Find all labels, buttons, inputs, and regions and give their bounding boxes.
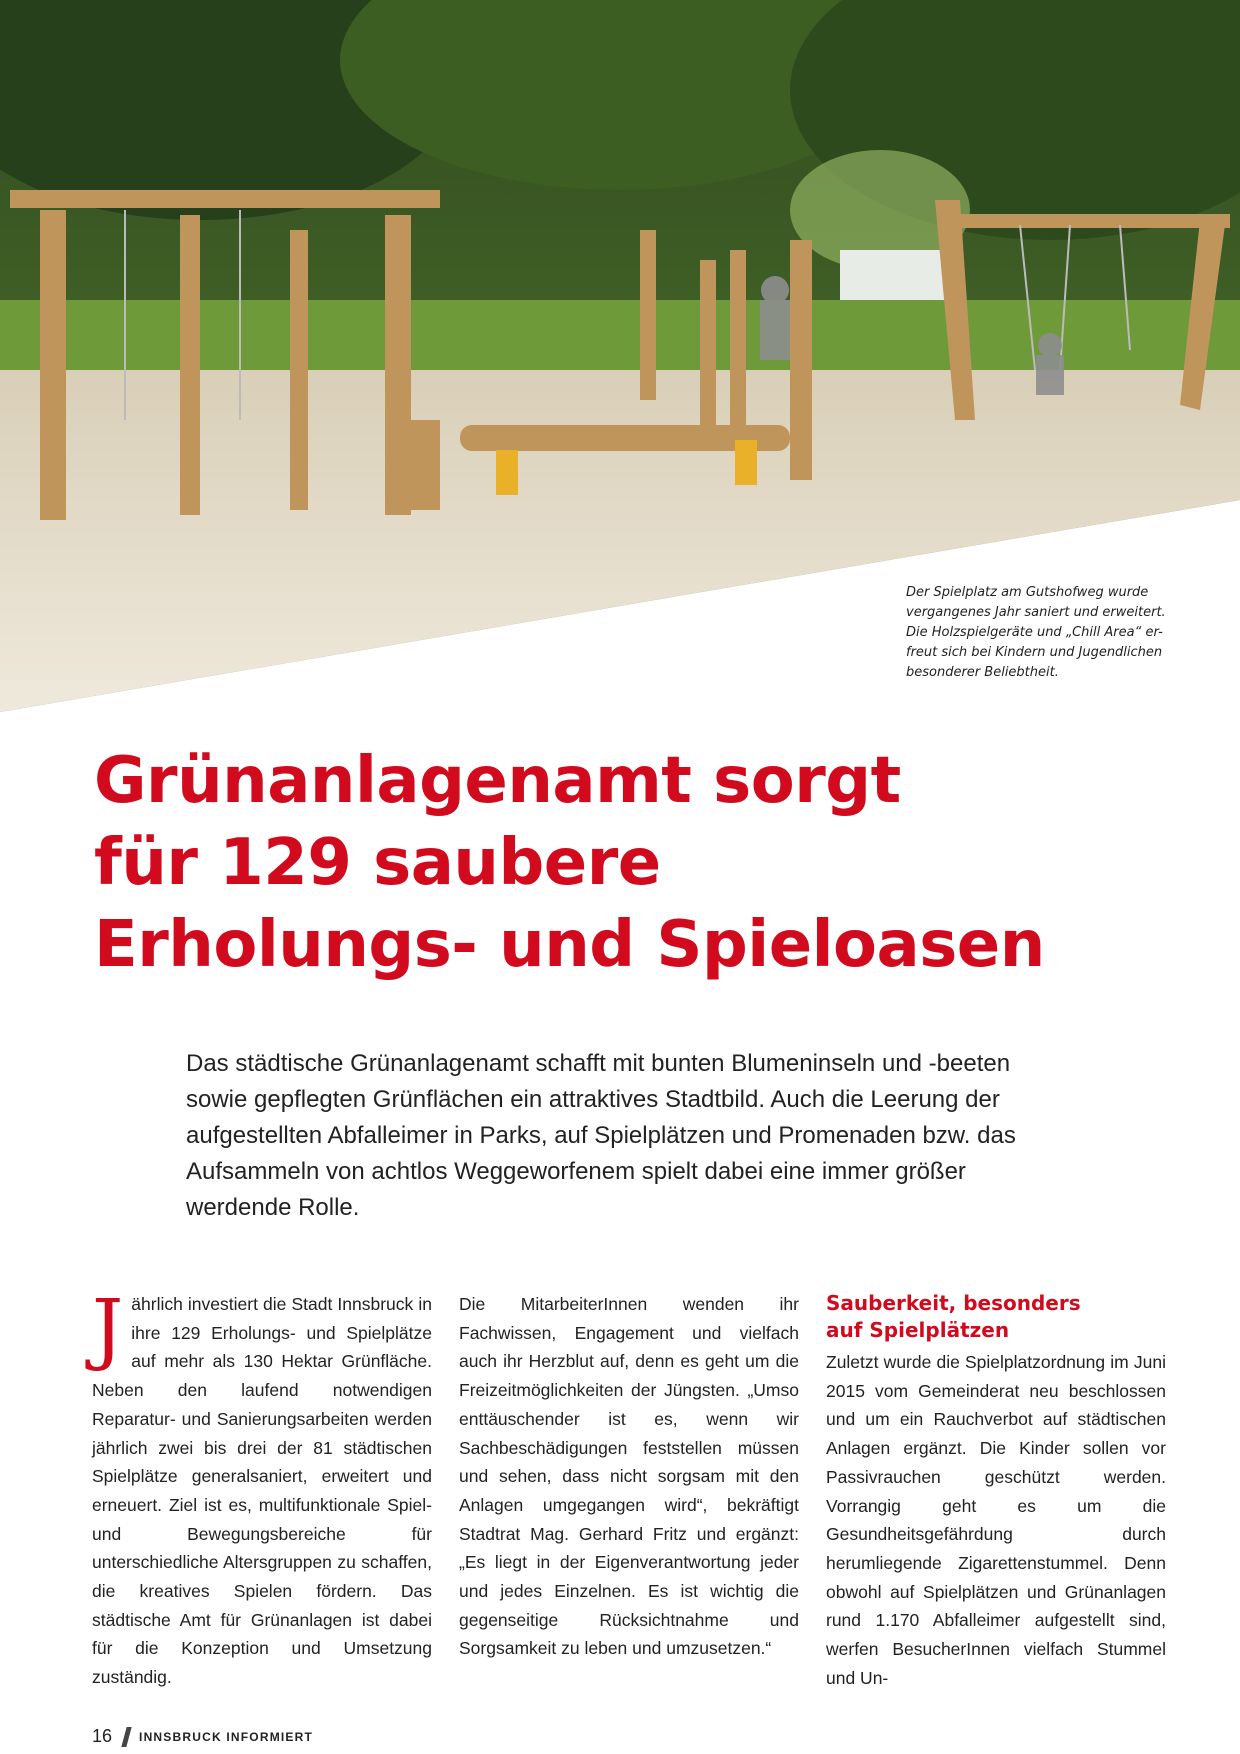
column-text: ährlich investiert die Stadt Innsbruck in ihre 129 Erholungs- und Spielplätze auf mehr als 130 Hektar Grünfläche. Neben den laufend notwendigen Reparatur- und Sanierungsarbeiten werden jährlich zwei bis drei der 81 städtischen Spielplätze generalsaniert, erweitert und erneuert. Ziel ist es, multifunktionale Spiel- und Bewegungsbereiche für unterschiedliche Altersgruppen zu schaffen, die kreatives Spielen fördern. Das städtische Amt für Grünanlagen ist dabei für die Konzeption und Umsetzung zuständig. [92, 1294, 432, 1688]
title-line: Erholungs- und Spieloasen [94, 908, 1045, 982]
magazine-name: INNSBRUCK INFORMIERT [139, 1729, 314, 1744]
caption-line: vergangenes Jahr saniert und erweitert. [906, 605, 1166, 620]
title-line: Grünanlagenamt sorgt [94, 744, 901, 818]
drop-cap: J [92, 1284, 124, 1374]
page-number: 16 [92, 1726, 113, 1746]
photo-caption [906, 583, 1166, 683]
article-column-3 [826, 1290, 1166, 1692]
column-text: Die MitarbeiterInnen wenden ihr Fachwissen, Engagement und vielfach auch ihr Herzblut auf, denn es geht um die Freizeitmöglichkeiten der Jüngsten. „Umso enttäuschender ist es, wenn wir Sachbeschädigungen feststellen müssen und sehen, dass nicht sorgsam mit den Anlagen umgegangen wird“, bekräftigt Stadtrat Mag. Gerhard Fritz und ergänzt: „Es liegt in der Eigenverantwortung jeder und jedes Einzelnen. Es ist wichtig die gegenseitige Rücksichtnahme und Sorgsamkeit zu leben und umzusetzen.“ [459, 1294, 799, 1659]
article-column-2 [459, 1290, 799, 1663]
lead-paragraph: Das städtische Grünanlagenamt schafft mit bunten Blumeninseln und -beeten sowie gepflegten Grünflächen ein attraktives Stadtbild. Auch die Leerung der aufgestellten Abfalleimer in Parks, auf Spielplätzen und Promenaden bzw. das Aufsammeln von achtlos Weggeworfenem spielt dabei eine immer größer werdende Rolle. [186, 1050, 1016, 1221]
article-column-1 [92, 1284, 432, 1692]
caption-line: Die Holzspielgeräte und „Chill Area“ er- [906, 625, 1163, 640]
page-footer [92, 1726, 313, 1747]
subheading-line: auf Spielplätzen [826, 1318, 1010, 1342]
title-line: für 129 saubere [94, 826, 661, 900]
caption-line: Der Spielplatz am Gutshofweg wurde [906, 585, 1149, 600]
caption-line: freut sich bei Kindern und Jugendlichen [906, 645, 1163, 660]
subheading-line: Sauberkeit, besonders [826, 1291, 1081, 1315]
caption-line: besonderer Beliebtheit. [906, 665, 1059, 680]
section-subheading [826, 1290, 1166, 1344]
slash-divider-icon [121, 1727, 131, 1747]
column-text: Zuletzt wurde die Spielplatzordnung im Juni 2015 vom Gemeinderat neu beschlossen und um ein Rauchverbot auf städtischen Anlagen ergänzt. Die Kinder sollen vor Passivrauchen geschützt werden. Vorrangig geht es um die Gesundheitsgefährdung durch herumliegende Zigarettenstummel. Denn obwohl auf Spielplätzen und Grünanlagen rund 1.170 Abfalleimer aufgestellt sind, werfen BesucherInnen vielfach Stummel und Un- [826, 1352, 1166, 1688]
page-title [94, 740, 1144, 986]
